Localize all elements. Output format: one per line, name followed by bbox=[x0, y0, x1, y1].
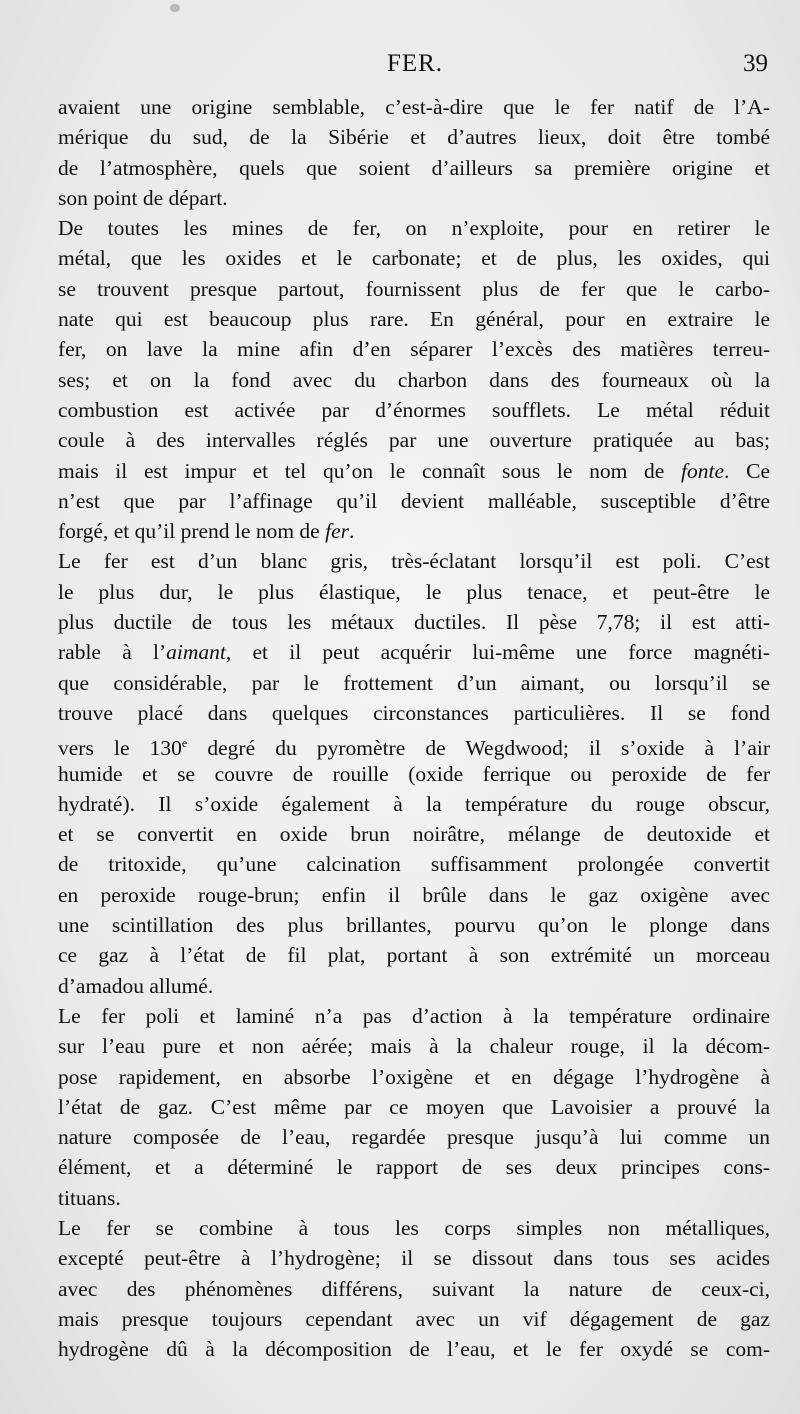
text-line: se trouvent presque partout, fournissent plus de fer que le carbo- bbox=[58, 276, 770, 301]
page-number: 39 bbox=[743, 50, 768, 77]
text-line: Le fer se combine à tous les corps simples non métalliques, bbox=[58, 1215, 770, 1240]
text-line: son point de départ. bbox=[58, 185, 228, 210]
body-text bbox=[58, 92, 770, 1364]
text-line: métal, que les oxides et le carbonate; et de plus, les oxides, qui bbox=[58, 246, 770, 271]
text-line: et se convertit en oxide brun noirâtre, mélange de deutoxide et bbox=[58, 822, 770, 847]
text-line: le plus dur, le plus élastique, le plus tenace, et peut-être le bbox=[58, 579, 770, 604]
text-line: fer, on lave la mine afin d’en séparer l’excès des matières terreu- bbox=[58, 337, 770, 362]
text-line: coule à des intervalles réglés par une ouverture pratiquée au bas; bbox=[58, 428, 770, 453]
text-line: n’est que par l’affinage qu’il devient malléable, susceptible d’être bbox=[58, 488, 770, 513]
text-line: trouve placé dans quelques circonstances particulières. Il se fond bbox=[58, 700, 770, 725]
text-line: avaient une origine semblable, c’est-à-dire que le fer natif de l’A- bbox=[58, 95, 770, 119]
text-line: en peroxide rouge-brun; enfin il brûle dans le gaz oxigène avec bbox=[58, 882, 770, 907]
text-line: excepté peut-être à l’hydrogène; il se dissout dans tous ses acides bbox=[58, 1246, 770, 1271]
page-title: FER. bbox=[386, 50, 444, 77]
text-line: Le fer poli et laminé n’a pas d’action à la température ordinaire bbox=[58, 1003, 770, 1028]
text-line: d’amadou allumé. bbox=[58, 973, 214, 998]
text-line: mérique du sud, de la Sibérie et d’autres lieux, doit être tombé bbox=[58, 125, 770, 150]
text-line: hydraté). Il s’oxide également à la température du rouge obscur, bbox=[58, 791, 770, 816]
text-line: forgé, et qu’il prend le nom de fer. bbox=[58, 519, 355, 544]
text-line: tituans. bbox=[58, 1185, 121, 1210]
text-line: vers le 130e degré du pyromètre de Wegdwood; il s’oxide à l’air bbox=[58, 736, 770, 761]
text-line: ce gaz à l’état de fil plat, portant à son extrémité un morceau bbox=[58, 943, 770, 968]
text-line: mais il est impur et tel qu’on le connaît sous le nom de fonte. Ce bbox=[58, 458, 770, 483]
text-line: Le fer est d’un blanc gris, très-éclatant lorsqu’il est poli. C’est bbox=[58, 549, 770, 574]
running-head bbox=[58, 50, 772, 86]
text-line: élément, et a déterminé le rapport de ses deux principes cons- bbox=[58, 1155, 770, 1180]
text-line: avec des phénomènes différens, suivant la nature de ceux-ci, bbox=[58, 1276, 770, 1301]
text-line: mais presque toujours cependant avec un vif dégagement de gaz bbox=[58, 1306, 770, 1331]
text-line: sur l’eau pure et non aérée; mais à la chaleur rouge, il la décom- bbox=[58, 1034, 770, 1059]
text-line: de l’atmosphère, quels que soient d’ailleurs sa première origine et bbox=[58, 155, 770, 180]
text-line: humide et se couvre de rouille (oxide ferrique ou peroxide de fer bbox=[58, 761, 770, 786]
text-line: De toutes les mines de fer, on n’exploite, pour en retirer le bbox=[58, 216, 770, 241]
ink-smudge bbox=[170, 4, 180, 12]
text-line: hydrogène dû à la décomposition de l’eau, et le fer oxydé se com- bbox=[58, 1337, 770, 1362]
text-line: pose rapidement, en absorbe l’oxigène et en dégage l’hydrogène à bbox=[58, 1064, 770, 1089]
text-line: de tritoxide, qu’une calcination suffisamment prolongée convertit bbox=[58, 852, 770, 877]
text-line: l’état de gaz. C’est même par ce moyen que Lavoisier a prouvé la bbox=[58, 1094, 770, 1119]
text-line: une scintillation des plus brillantes, pourvu qu’on le plonge dans bbox=[58, 913, 770, 938]
text-line: ses; et on la fond avec du charbon dans des fourneaux où la bbox=[58, 367, 770, 392]
text-line: nature composée de l’eau, regardée presque jusqu’à lui comme un bbox=[58, 1125, 770, 1150]
text-line: combustion est activée par d’énormes soufflets. Le métal réduit bbox=[58, 397, 770, 422]
text-line: que considérable, par le frottement d’un aimant, ou lorsqu’il se bbox=[58, 670, 770, 695]
text-line: rable à l’aimant, et il peut acquérir lui-même une force magnéti- bbox=[58, 640, 770, 665]
text-line: nate qui est beaucoup plus rare. En général, pour en extraire le bbox=[58, 307, 770, 332]
text-line: plus ductile de tous les métaux ductiles. Il pèse 7,78; il est atti- bbox=[58, 610, 770, 635]
